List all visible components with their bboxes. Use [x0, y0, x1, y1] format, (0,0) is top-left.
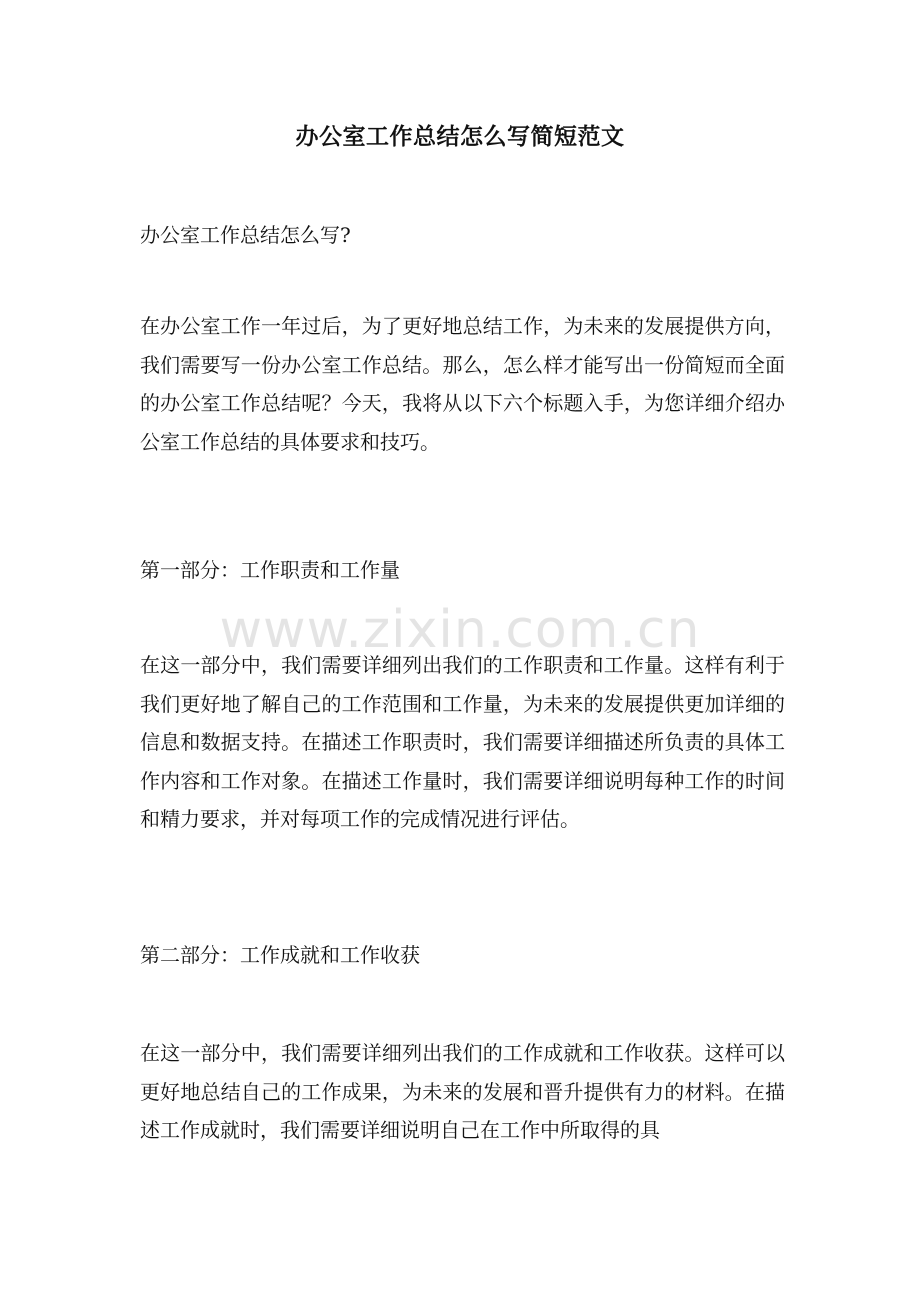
paragraph-part-two: 在这一部分中，我们需要详细列出我们的工作成就和工作收获。这样可以更好地总结自己的工作成果，为未来的发展和晋升提供有力的材料。在描述工作成就时，我们需要详细说明自己在工作中所取得的具: [140, 1041, 785, 1142]
site-watermark: www.zixin.com.cn: [219, 600, 701, 660]
section-heading-part-two: 第二部分：工作成就和工作收获: [140, 943, 420, 967]
section-heading-part-one: 第一部分：工作职责和工作量: [140, 558, 400, 582]
paragraph-intro: 在办公室工作一年过后，为了更好地总结工作，为未来的发展提供方向，我们需要写一份办公室工作总结。那么，怎么样才能写出一份简短而全面的办公室工作总结呢？今天，我将从以下六个标题入手，为您详细介绍办公室工作总结的具体要求和技巧。: [140, 314, 785, 454]
section-heading-intro: 办公室工作总结怎么写?: [140, 223, 351, 247]
paragraph-part-one: 在这一部分中，我们需要详细列出我们的工作职责和工作量。这样有利于我们更好地了解自己的工作范围和工作量，为未来的发展提供更加详细的信息和数据支持。在描述工作职责时，我们需要详细描述所负责的具体工作内容和工作对象。在描述工作量时，我们需要详细说明每种工作的时间和精力要求，并对每项工作的完成情况进行评估。: [140, 653, 785, 831]
document-title: 办公室工作总结怎么写简短范文: [295, 123, 625, 150]
